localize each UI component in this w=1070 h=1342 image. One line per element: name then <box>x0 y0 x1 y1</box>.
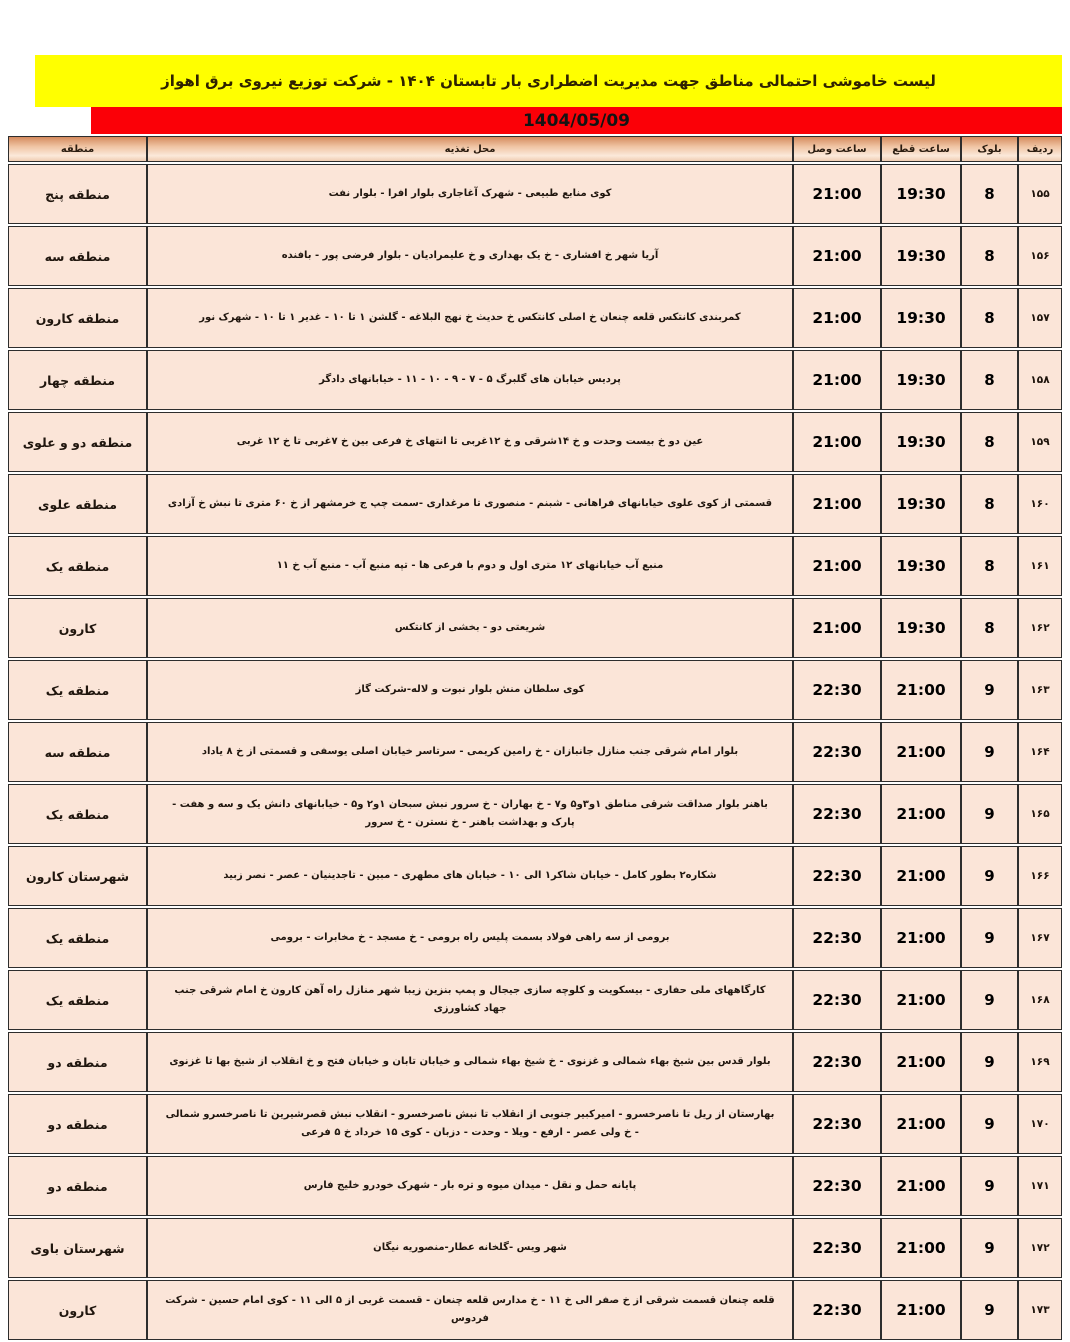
cell-reconnect-time: 21:00 <box>793 412 881 472</box>
cell-row-number: ۱۵۷ <box>1018 288 1062 348</box>
col-header-row-number: ردیف <box>1018 136 1062 162</box>
cell-block: 8 <box>961 536 1018 596</box>
table-row <box>8 846 1062 906</box>
cell-row-number: ۱۵۶ <box>1018 226 1062 286</box>
cell-cut-time: 21:00 <box>881 1094 961 1154</box>
cell-block: 8 <box>961 288 1018 348</box>
table-row <box>8 1156 1062 1216</box>
cell-reconnect-time: 21:00 <box>793 288 881 348</box>
table-row <box>8 598 1062 658</box>
cell-region: منطقه دو و علوی <box>8 412 147 472</box>
cell-reconnect-time: 22:30 <box>793 1218 881 1278</box>
cell-row-number: ۱۷۲ <box>1018 1218 1062 1278</box>
cell-region: منطقه یک <box>8 784 147 844</box>
col-header-cut-time: ساعت قطع <box>881 136 961 162</box>
col-header-location: محل تغذیه <box>147 136 793 162</box>
cell-reconnect-time: 21:00 <box>793 226 881 286</box>
cell-block: 8 <box>961 474 1018 534</box>
outage-schedule-page <box>8 55 1062 1342</box>
cell-row-number: ۱۷۰ <box>1018 1094 1062 1154</box>
table-row <box>8 350 1062 410</box>
table-row <box>8 536 1062 596</box>
table-row <box>8 164 1062 224</box>
cell-region: منطقه دو <box>8 1094 147 1154</box>
cell-reconnect-time: 22:30 <box>793 1156 881 1216</box>
cell-location: قلعه چنعان قسمت شرقی از خ صفر الی خ ۱۱ - خ مدارس قلعه چنعان - قسمت غربی از ۵ الی ۱۱ - کوی امام حسین - شرکت فردوس <box>147 1280 793 1340</box>
cell-cut-time: 21:00 <box>881 908 961 968</box>
cell-row-number: ۱۶۲ <box>1018 598 1062 658</box>
cell-cut-time: 21:00 <box>881 1218 961 1278</box>
title-banner <box>35 55 1062 107</box>
cell-cut-time: 21:00 <box>881 1156 961 1216</box>
cell-region: منطقه یک <box>8 908 147 968</box>
table-row <box>8 970 1062 1030</box>
cell-reconnect-time: 21:00 <box>793 536 881 596</box>
col-header-block: بلوک <box>961 136 1018 162</box>
cell-block: 8 <box>961 598 1018 658</box>
cell-reconnect-time: 21:00 <box>793 474 881 534</box>
cell-region: شهرستان کارون <box>8 846 147 906</box>
cell-block: 9 <box>961 1032 1018 1092</box>
table-row <box>8 226 1062 286</box>
table-row <box>8 1280 1062 1340</box>
cell-location: بهارستان از ریل تا ناصرخسرو - امیرکبیر جنوبی از انقلاب تا نبش ناصرخسرو - انقلاب نبش قصرشیرین تا ناصرخسرو شمالی - خ ولی عصر - ارفع - ویلا - وحدت - دزبان - کوی ۱۵ خرداد خ ۵ فرعی <box>147 1094 793 1154</box>
cell-block: 9 <box>961 1280 1018 1340</box>
cell-block: 9 <box>961 1218 1018 1278</box>
table-row <box>8 1094 1062 1154</box>
cell-location: باهنر بلوار صداقت شرقی مناطق ۱و۳و۵ و۷ - خ بهاران - خ سرور نبش سبحان ۱و۲ و۵ - خیابانهای دانش یک و سه و هفت - پارک و بهداشت باهنر - خ نسترن - خ سرور <box>147 784 793 844</box>
cell-reconnect-time: 22:30 <box>793 1032 881 1092</box>
cell-cut-time: 19:30 <box>881 598 961 658</box>
cell-row-number: ۱۵۸ <box>1018 350 1062 410</box>
col-header-region: منطقه <box>8 136 147 162</box>
cell-location: شریعتی دو - بخشی از کانتکس <box>147 598 793 658</box>
table-row <box>8 660 1062 720</box>
cell-cut-time: 21:00 <box>881 970 961 1030</box>
table-row <box>8 784 1062 844</box>
cell-location: کمربندی کانتکس قلعه چنعان خ اصلی کانتکس خ حدیث خ نهج البلاغه - گلشن ۱ تا ۱۰ - غدیر ۱ تا ۱۰ - شهرک نور <box>147 288 793 348</box>
cell-location: قسمتی از کوی علوی خیابانهای فراهانی - شبنم - منصوری تا مرغداری -سمت چپ ج خرمشهر از خ ۶۰ متری تا نبش خ آزادی <box>147 474 793 534</box>
cell-row-number: ۱۵۵ <box>1018 164 1062 224</box>
cell-row-number: ۱۶۵ <box>1018 784 1062 844</box>
cell-location: کارگاههای ملی حفاری - بیسکویت و کلوچه سازی جیجال و پمپ بنزین زیبا شهر منازل راه آهن کارون خ امام شرقی جنب جهاد کشاورزی <box>147 970 793 1030</box>
page-title: لیست خاموشی احتمالی مناطق جهت مدیریت اضطراری بار تابستان ۱۴۰۴ - شرکت توزیع نیروی برق اهواز <box>161 72 936 90</box>
cell-cut-time: 21:00 <box>881 784 961 844</box>
cell-location: پایانه حمل و نقل - میدان میوه و تره بار - شهرک خودرو خلیج فارس <box>147 1156 793 1216</box>
date-banner <box>91 107 1062 134</box>
cell-row-number: ۱۶۹ <box>1018 1032 1062 1092</box>
cell-region: شهرستان باوی <box>8 1218 147 1278</box>
cell-block: 9 <box>961 660 1018 720</box>
cell-cut-time: 19:30 <box>881 536 961 596</box>
cell-region: کارون <box>8 598 147 658</box>
cell-block: 9 <box>961 846 1018 906</box>
cell-block: 9 <box>961 908 1018 968</box>
cell-reconnect-time: 21:00 <box>793 350 881 410</box>
cell-block: 8 <box>961 412 1018 472</box>
cell-cut-time: 19:30 <box>881 164 961 224</box>
cell-block: 8 <box>961 226 1018 286</box>
cell-region: کارون <box>8 1280 147 1340</box>
cell-location: شکاره۲ بطور کامل - خیابان شاکر۱ الی ۱۰ - خیابان های مطهری - مبین - تاجدینیان - عصر - نصر زبید <box>147 846 793 906</box>
cell-cut-time: 21:00 <box>881 1032 961 1092</box>
cell-region: منطقه پنج <box>8 164 147 224</box>
cell-block: 9 <box>961 784 1018 844</box>
cell-row-number: ۱۶۸ <box>1018 970 1062 1030</box>
cell-location: کوی سلطان منش بلوار نبوت و لاله-شرکت گاز <box>147 660 793 720</box>
cell-block: 9 <box>961 1156 1018 1216</box>
cell-location: عین دو خ بیست وحدت و خ ۱۴شرقی و خ ۱۲غربی تا انتهای خ فرعی بین خ ۷غربی تا خ ۱۲ غربی <box>147 412 793 472</box>
cell-cut-time: 21:00 <box>881 660 961 720</box>
cell-location: شهر ویس -گلخانه عطار-منصوریه نیگان <box>147 1218 793 1278</box>
cell-block: 8 <box>961 350 1018 410</box>
cell-cut-time: 19:30 <box>881 226 961 286</box>
cell-row-number: ۱۶۷ <box>1018 908 1062 968</box>
cell-region: منطقه سه <box>8 722 147 782</box>
table-row <box>8 722 1062 782</box>
cell-region: منطقه یک <box>8 970 147 1030</box>
cell-reconnect-time: 21:00 <box>793 598 881 658</box>
cell-reconnect-time: 22:30 <box>793 660 881 720</box>
table-header-row <box>8 136 1062 162</box>
cell-reconnect-time: 22:30 <box>793 970 881 1030</box>
table-row <box>8 1032 1062 1092</box>
cell-cut-time: 19:30 <box>881 350 961 410</box>
cell-region: منطقه علوی <box>8 474 147 534</box>
schedule-date: 1404/05/09 <box>522 110 631 131</box>
cell-region: منطقه سه <box>8 226 147 286</box>
outage-table <box>8 134 1062 1342</box>
col-header-reconnect-time: ساعت وصل <box>793 136 881 162</box>
cell-region: منطقه چهار <box>8 350 147 410</box>
cell-row-number: ۱۶۱ <box>1018 536 1062 596</box>
cell-region: منطقه یک <box>8 660 147 720</box>
cell-row-number: ۱۶۳ <box>1018 660 1062 720</box>
table-row <box>8 474 1062 534</box>
cell-location: آریا شهر خ افشاری - خ یک بهداری و خ علیمرادیان - بلوار فرضی پور - بافنده <box>147 226 793 286</box>
cell-cut-time: 19:30 <box>881 474 961 534</box>
table-row <box>8 1218 1062 1278</box>
table-row <box>8 908 1062 968</box>
cell-location: بلوار امام شرقی جنب منازل جانبازان - خ رامین کریمی - سرتاسر خیابان اصلی یوسفی و قسمتی از خ ۸ یاداد <box>147 722 793 782</box>
cell-location: برومی از سه راهی فولاد بسمت پلیس راه برومی - خ مسجد - خ مخابرات - برومی <box>147 908 793 968</box>
cell-cut-time: 21:00 <box>881 846 961 906</box>
cell-reconnect-time: 22:30 <box>793 846 881 906</box>
cell-row-number: ۱۶۰ <box>1018 474 1062 534</box>
cell-reconnect-time: 22:30 <box>793 1094 881 1154</box>
cell-cut-time: 19:30 <box>881 412 961 472</box>
cell-cut-time: 21:00 <box>881 1280 961 1340</box>
cell-reconnect-time: 21:00 <box>793 164 881 224</box>
cell-cut-time: 21:00 <box>881 722 961 782</box>
table-row <box>8 412 1062 472</box>
cell-reconnect-time: 22:30 <box>793 722 881 782</box>
cell-cut-time: 19:30 <box>881 288 961 348</box>
cell-row-number: ۱۷۱ <box>1018 1156 1062 1216</box>
cell-location: بلوار قدس بین شیخ بهاء شمالی و غزنوی - خ شیخ بهاء شمالی و خیابان تابان و خیابان فتح و خ انقلاب از شیخ بها تا غزنوی <box>147 1032 793 1092</box>
cell-location: منبع آب خیابانهای ۱۲ متری اول و دوم با فرعی ها - تپه منبع آب - منبع آب خ ۱۱ <box>147 536 793 596</box>
cell-row-number: ۱۶۴ <box>1018 722 1062 782</box>
cell-block: 8 <box>961 164 1018 224</box>
cell-block: 9 <box>961 970 1018 1030</box>
cell-row-number: ۱۵۹ <box>1018 412 1062 472</box>
cell-region: منطقه کارون <box>8 288 147 348</box>
cell-reconnect-time: 22:30 <box>793 908 881 968</box>
cell-region: منطقه یک <box>8 536 147 596</box>
cell-block: 9 <box>961 1094 1018 1154</box>
cell-reconnect-time: 22:30 <box>793 1280 881 1340</box>
cell-row-number: ۱۷۳ <box>1018 1280 1062 1340</box>
cell-region: منطقه دو <box>8 1032 147 1092</box>
cell-row-number: ۱۶۶ <box>1018 846 1062 906</box>
table-row <box>8 288 1062 348</box>
cell-region: منطقه دو <box>8 1156 147 1216</box>
cell-location: پردیس خیابان های گلبرگ ۵ - ۷ - ۹ - ۱۰ - ۱۱ - خیابانهای دادگر <box>147 350 793 410</box>
cell-block: 9 <box>961 722 1018 782</box>
cell-reconnect-time: 22:30 <box>793 784 881 844</box>
cell-location: کوی منابع طبیعی - شهرک آغاجاری بلوار افرا - بلوار نفت <box>147 164 793 224</box>
